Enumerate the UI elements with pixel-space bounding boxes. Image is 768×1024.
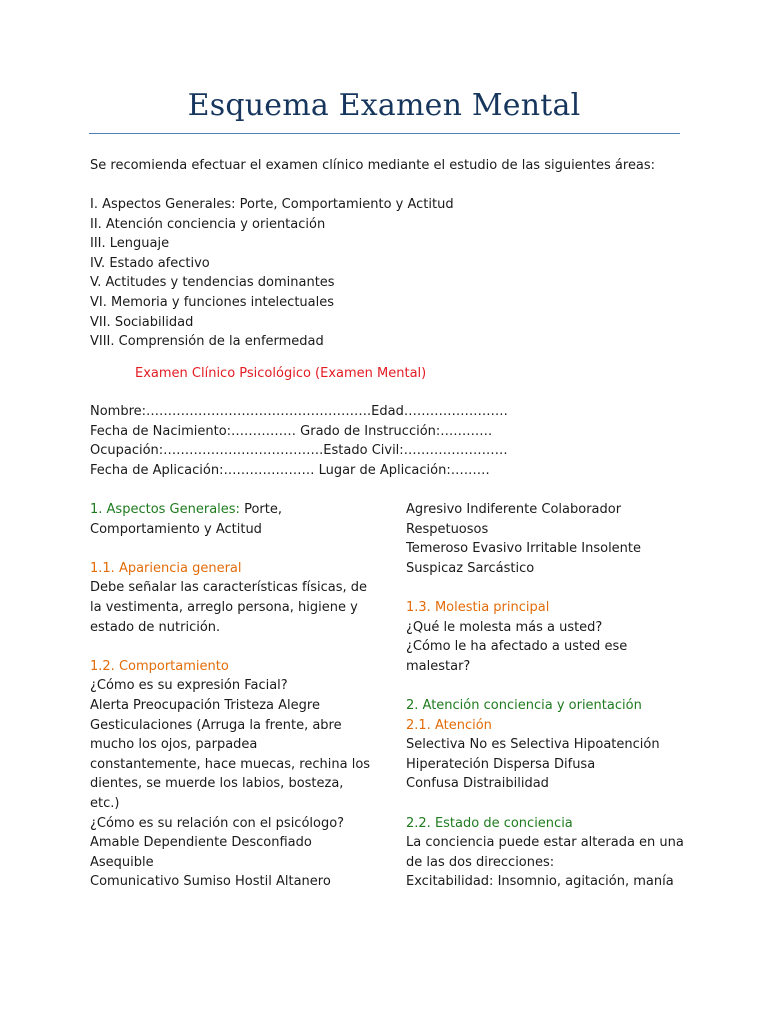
section-1-heading — [90, 500, 380, 520]
spacer — [406, 676, 696, 696]
title-rule — [89, 133, 680, 134]
list-item: VIII. Comprensión de la enfermedad — [90, 334, 324, 350]
page-title: Esquema Examen Mental — [187, 88, 581, 123]
list-item: IV. Estado afectivo — [90, 255, 210, 271]
paragraph-line: mucho los ojos, parpadea — [90, 737, 258, 753]
paragraph-line: Respetuosos — [406, 521, 489, 537]
spacer — [90, 539, 380, 559]
right-column — [406, 500, 696, 892]
subsection-2-1-heading: 2.1. Atención — [406, 717, 492, 733]
paragraph-line: Excitabilidad: Insomnio, agitación, manía — [406, 874, 674, 890]
paragraph-line: Agresivo Indiferente Colaborador — [406, 502, 622, 517]
form-line-occupation-civil: Ocupación:……………………………….Estado Civil:…………………… — [90, 443, 508, 459]
spacer — [90, 637, 380, 657]
paragraph-line: Asequible — [90, 854, 154, 870]
left-column — [90, 500, 380, 892]
paragraph-line: ¿Cómo es su relación con el psicólogo? — [90, 815, 345, 831]
paragraph-line: La conciencia puede estar alterada en una — [406, 835, 684, 851]
paragraph-line: Suspicaz Sarcástico — [406, 560, 535, 576]
subsection-1-2-heading: 1.2. Comportamiento — [90, 658, 229, 674]
paragraph-line: ¿Qué le molesta más a usted? — [406, 619, 603, 635]
paragraph-line: Temeroso Evasivo Irritable Insolente — [406, 541, 642, 557]
patient-form — [90, 402, 690, 480]
section-heading-label: 1. Aspectos Generales: — [90, 502, 240, 517]
list-item: V. Actitudes y tendencias dominantes — [90, 275, 335, 291]
list-item: II. Atención conciencia y orientación — [90, 216, 326, 232]
paragraph-line: Comunicativo Sumiso Hostil Altanero — [90, 874, 331, 890]
paragraph-line: constantemente, hace muecas, rechina los — [90, 756, 371, 772]
paragraph-line: Debe señalar las características físicas, de — [90, 580, 368, 596]
paragraph-line: Gesticulaciones (Arruga la frente, abre — [90, 717, 342, 733]
paragraph-line: dientes, se muerde los labios, bosteza, — [90, 776, 344, 792]
form-line-application: Fecha de Aplicación:………………… Lugar de Aplicación:……… — [90, 462, 490, 478]
subsection-1-3-heading: 1.3. Molestia principal — [406, 599, 550, 615]
exam-subtitle: Examen Clínico Psicológico (Examen Mental) — [135, 366, 427, 381]
form-line-birth-education: Fecha de Nacimiento:…………… Grado de Instrucción:………… — [90, 423, 493, 439]
paragraph-line: la vestimenta, arreglo persona, higiene y — [90, 599, 358, 615]
section-1-heading-line2: Comportamiento y Actitud — [90, 521, 262, 537]
paragraph-line: malestar? — [406, 658, 471, 674]
intro-paragraph: Se recomienda efectuar el examen clínico mediante el estudio de las siguientes áreas: — [90, 158, 656, 173]
areas-list — [90, 195, 690, 352]
spacer — [406, 578, 696, 598]
list-item: VII. Sociabilidad — [90, 314, 194, 330]
paragraph-line: Confusa Distraibilidad — [406, 776, 549, 792]
subsection-2-2-heading: 2.2. Estado de conciencia — [406, 815, 573, 831]
paragraph-line: ¿Cómo le ha afectado a usted ese — [406, 639, 628, 655]
paragraph-line: Hiperateción Dispersa Difusa — [406, 756, 596, 772]
paragraph-line: Amable Dependiente Desconfiado — [90, 835, 312, 851]
section-2-heading: 2. Atención conciencia y orientación — [406, 697, 642, 713]
paragraph-line: de las dos direcciones: — [406, 854, 555, 870]
list-item: VI. Memoria y funciones intelectuales — [90, 294, 335, 310]
paragraph-line: etc.) — [90, 795, 120, 811]
spacer — [406, 794, 696, 814]
paragraph-line: Alerta Preocupación Tristeza Alegre — [90, 697, 320, 713]
paragraph-line: ¿Cómo es su expresión Facial? — [90, 678, 288, 694]
section-heading-rest: Porte, — [239, 502, 282, 517]
list-item: I. Aspectos Generales: Porte, Comportamiento y Actitud — [90, 197, 454, 212]
paragraph-line: estado de nutrición. — [90, 619, 221, 635]
paragraph-line: Selectiva No es Selectiva Hipoatención — [406, 737, 660, 753]
form-line-name-age: Nombre:…………………………………………….Edad…………………… — [90, 404, 508, 419]
list-item: III. Lenguaje — [90, 236, 170, 252]
subsection-1-1-heading: 1.1. Apariencia general — [90, 560, 242, 576]
